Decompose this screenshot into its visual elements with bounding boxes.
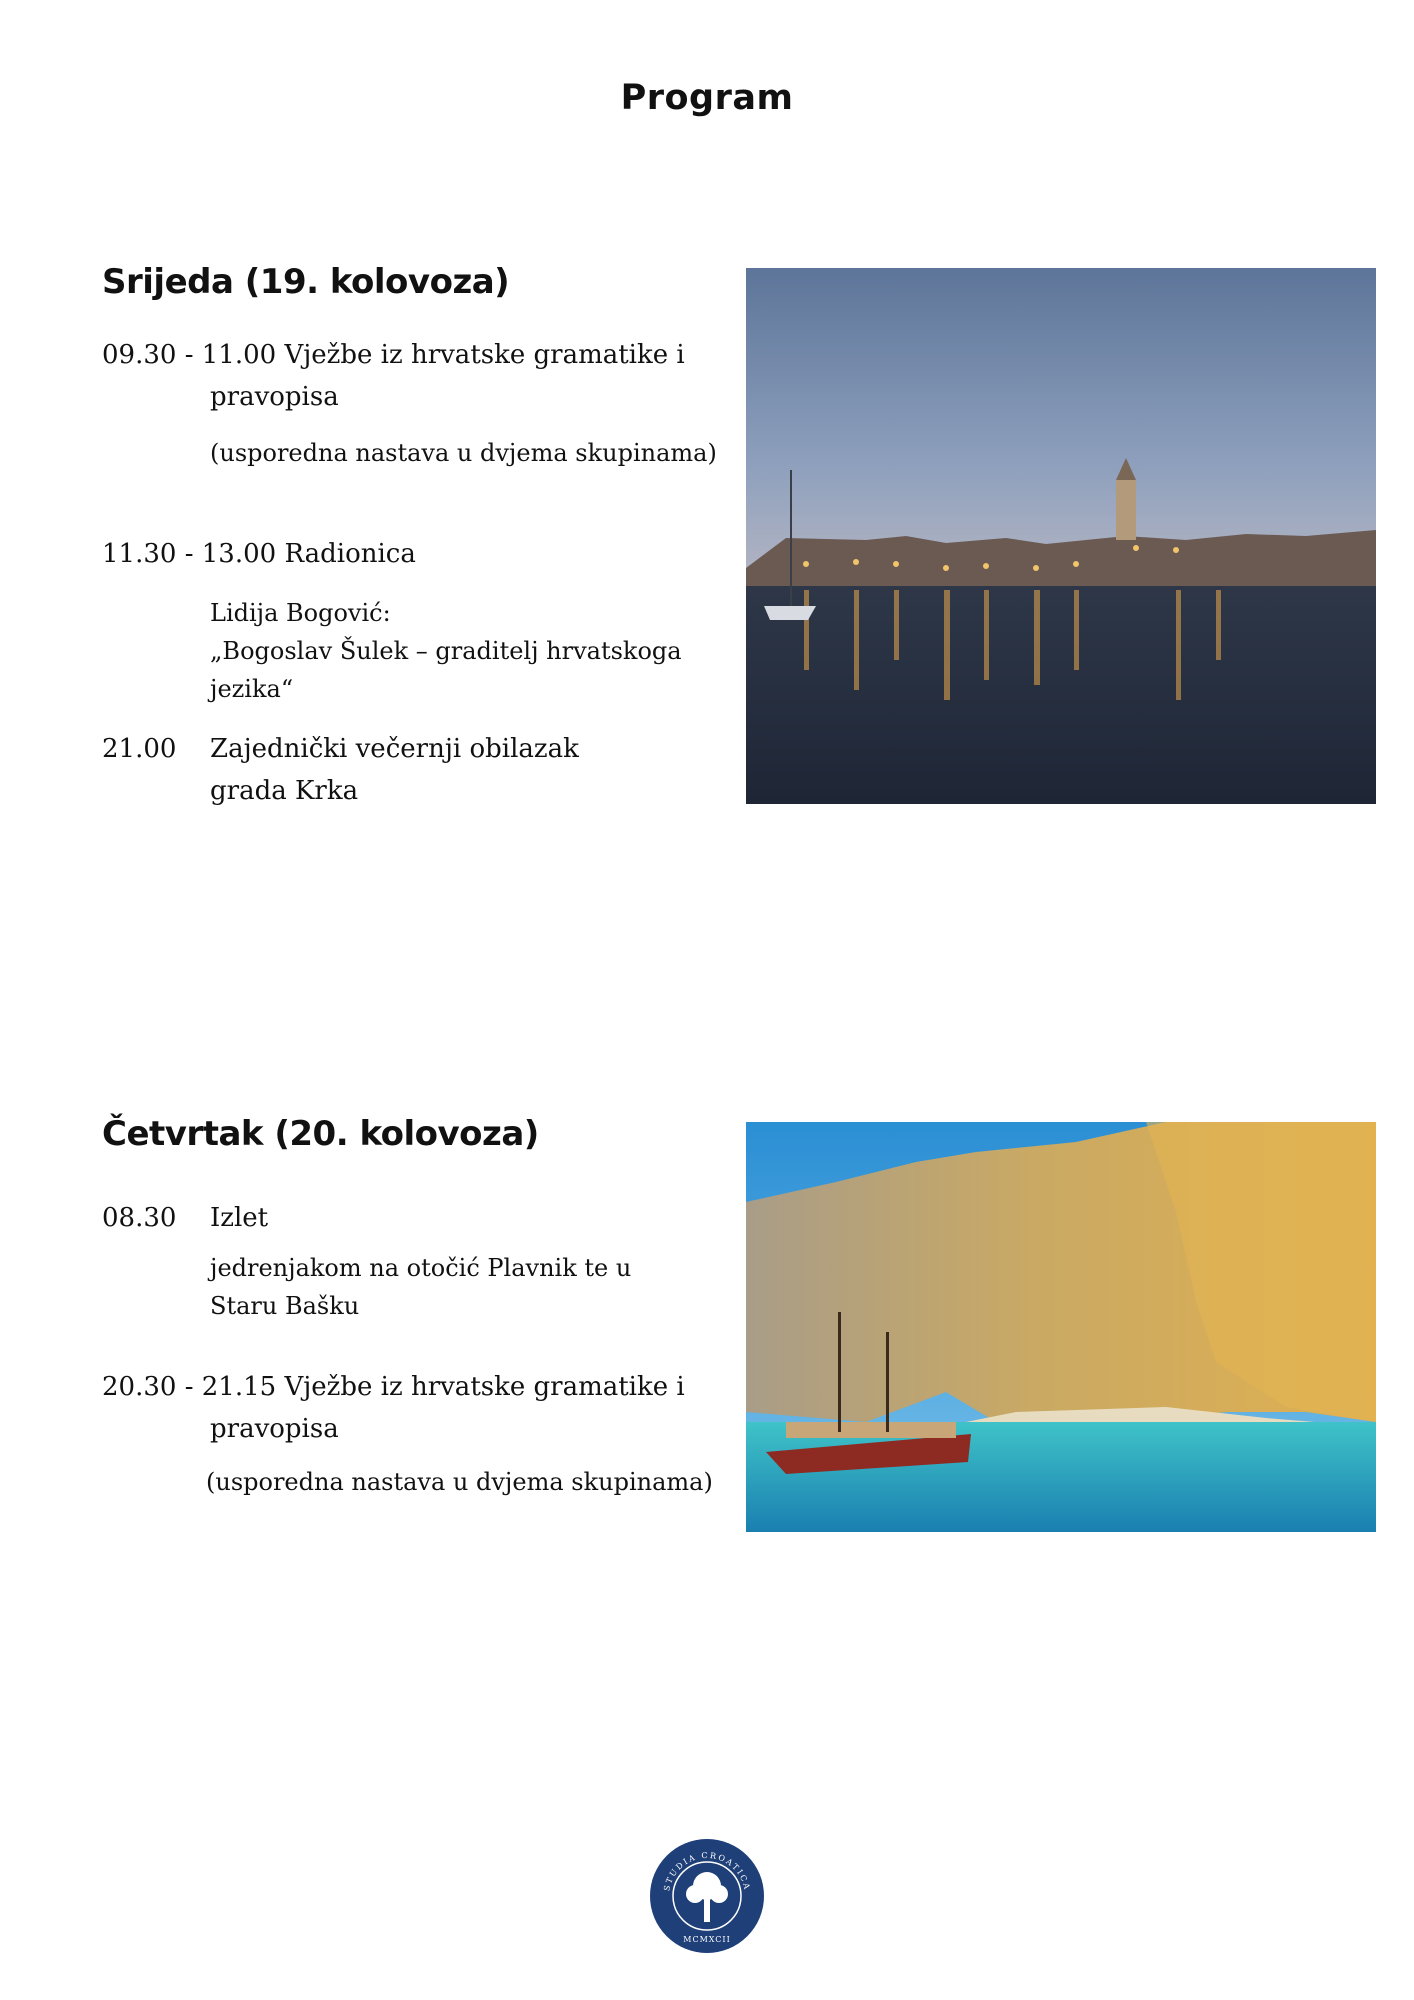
schedule-entry xyxy=(102,728,722,812)
entry-note: (usporedna nastava u dvjema skupinama) xyxy=(206,1468,713,1496)
entry-text: Zajednički večernji obilazak grada Krka xyxy=(210,734,579,806)
day-heading-wednesday: Srijeda (19. kolovoza) xyxy=(102,262,510,302)
logo-year: MCMXCII xyxy=(683,1935,731,1944)
entry-time: 20.30 - 21.15 xyxy=(102,1372,277,1402)
entry-time: 21.00 xyxy=(102,734,177,764)
schedule-entry xyxy=(102,1197,722,1239)
entry-time: 08.30 xyxy=(102,1203,177,1233)
cliff-beach-boat-photo xyxy=(746,1122,1376,1532)
schedule-entry xyxy=(102,533,722,575)
entry-speaker: Lidija Bogović: xyxy=(210,599,391,627)
page-title: Program xyxy=(620,78,794,118)
studia-croatica-logo xyxy=(649,1838,765,1954)
entry-time: 09.30 - 11.00 xyxy=(102,340,277,370)
entry-note: „Bogoslav Šulek – graditelj hrvatskoga jezika“ xyxy=(210,637,682,703)
schedule-entry xyxy=(102,1366,722,1450)
entry-text: Vježbe iz hrvatske gramatike i pravopisa xyxy=(210,1372,685,1444)
entry-note: jedrenjakom na otočić Plavnik te u Staru Bašku xyxy=(210,1254,632,1320)
evening-harbour-photo xyxy=(746,268,1376,804)
logo-ring-text: STUDIA CROATICA xyxy=(662,1850,752,1892)
schedule-entry xyxy=(102,334,722,418)
entry-text: Radionica xyxy=(284,539,416,569)
entry-text: Izlet xyxy=(210,1203,269,1233)
day-heading-thursday: Četvrtak (20. kolovoza) xyxy=(102,1114,539,1154)
entry-note: (usporedna nastava u dvjema skupinama) xyxy=(210,439,717,467)
entry-text: Vježbe iz hrvatske gramatike i pravopisa xyxy=(210,340,685,412)
entry-time: 11.30 - 13.00 xyxy=(102,539,277,569)
